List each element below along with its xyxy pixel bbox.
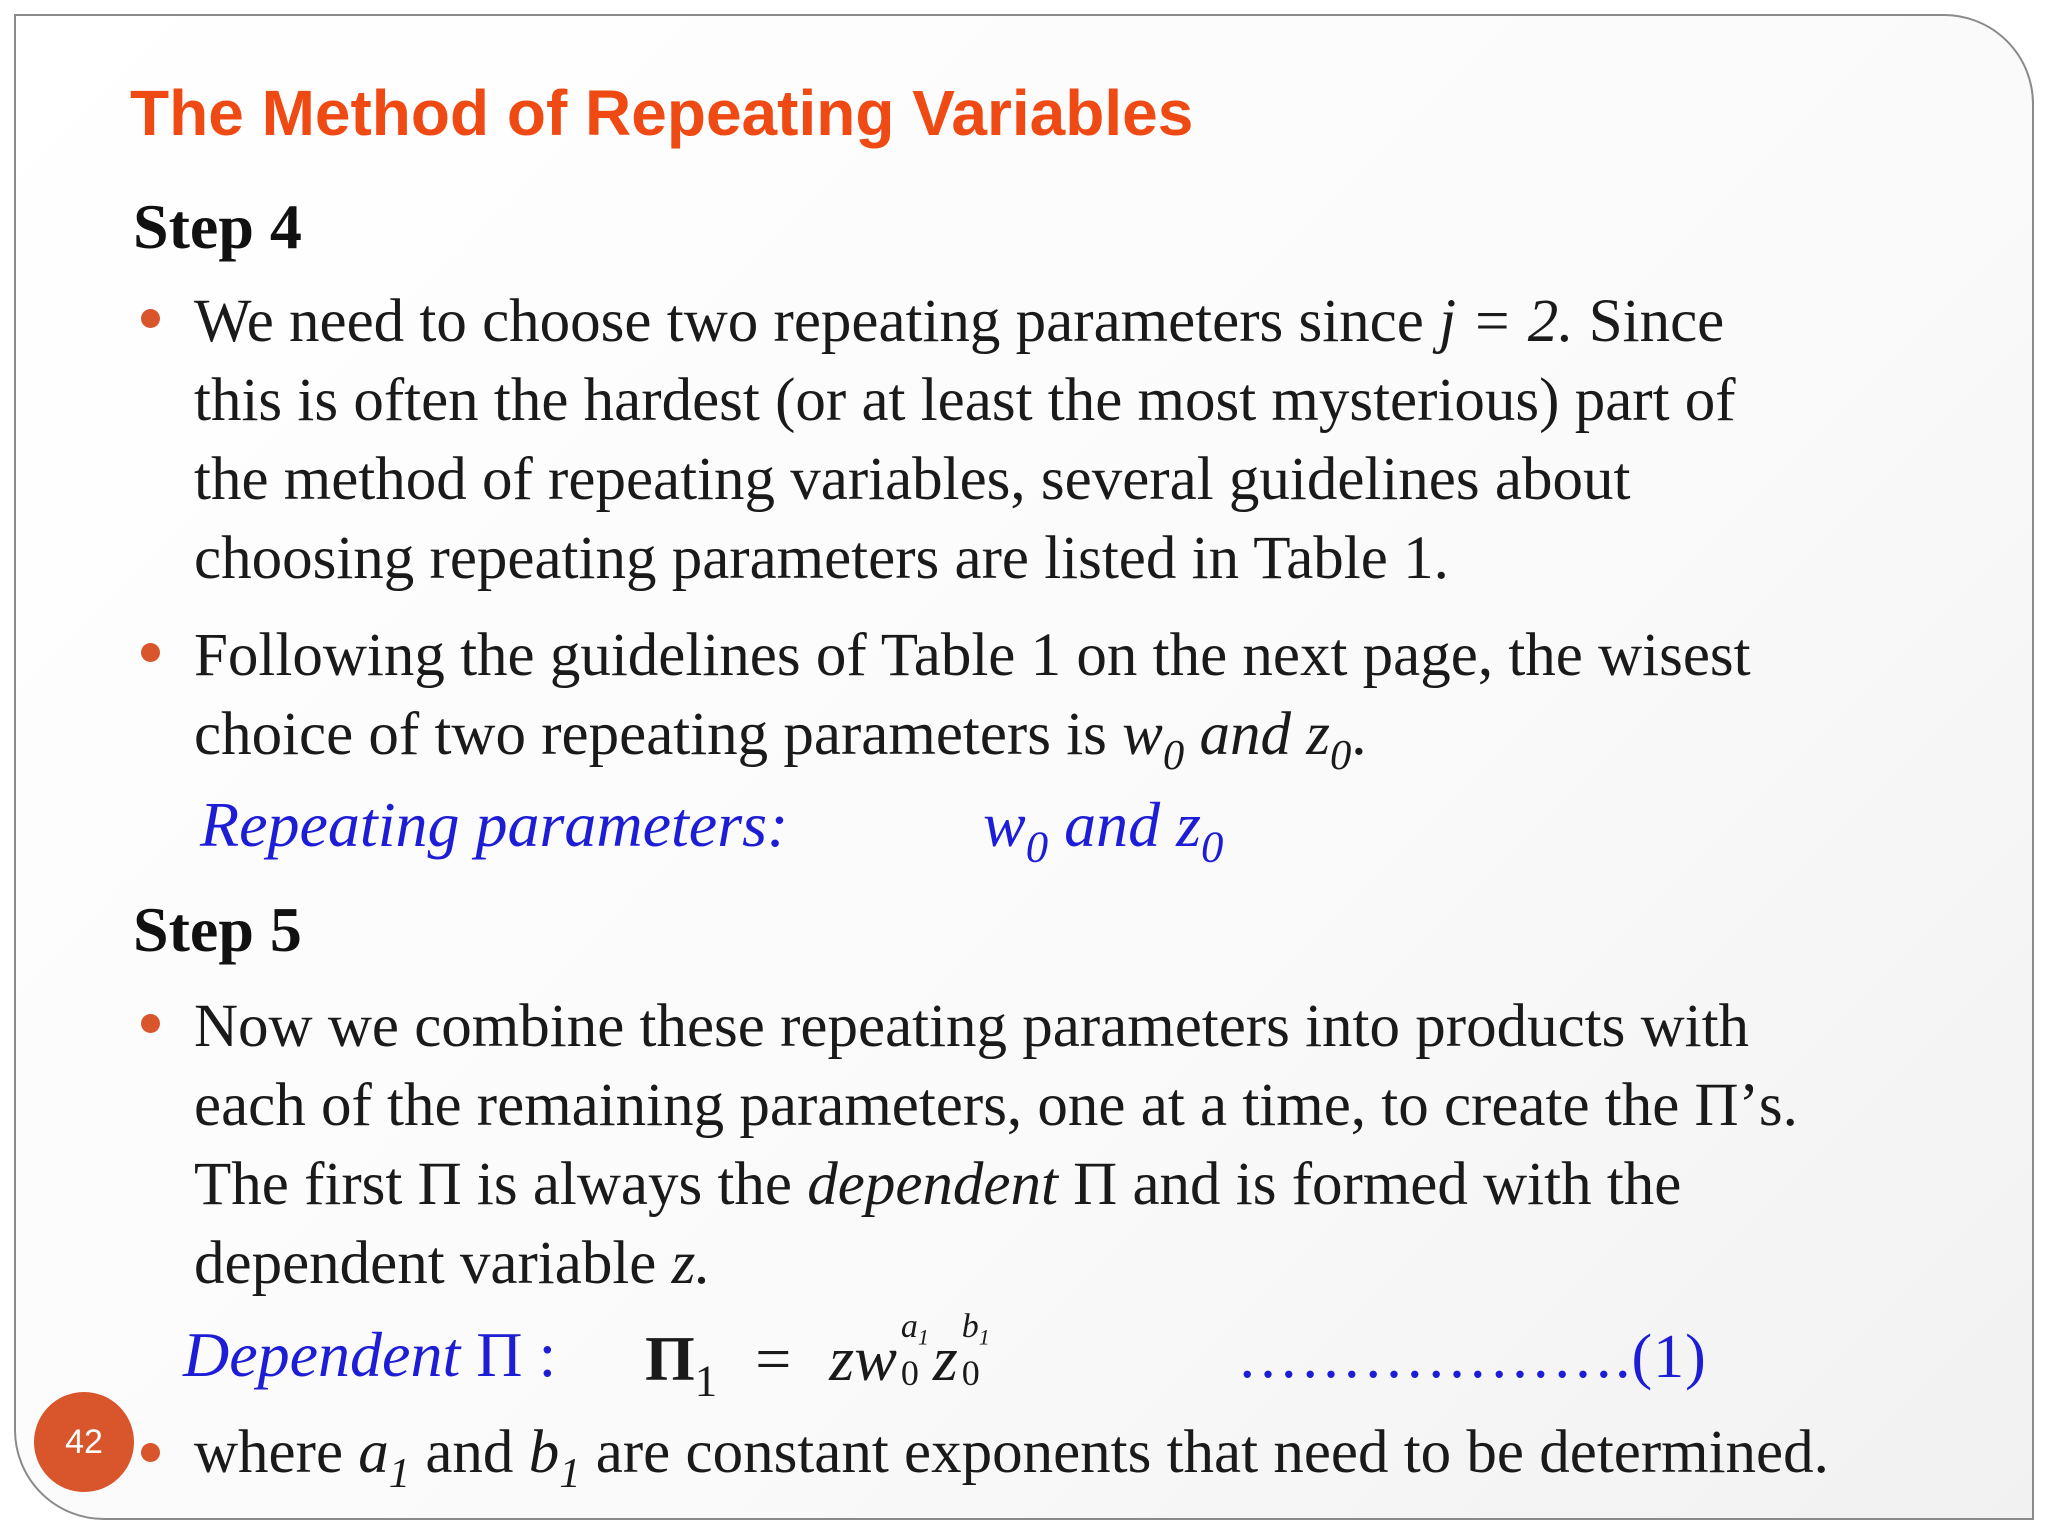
step5-bullet2 [194, 1413, 1984, 1497]
bullet-icon [141, 1443, 160, 1462]
dependent-pi-equation: $\Pi_1$ = zw $a_1$ 0 z $b_1$ 0 [645, 1308, 990, 1406]
step4-b2-line1: Following the guidelines of Table 1 on the next page, the wisest [194, 622, 1751, 689]
repeating-parameters-label: Repeating parameters: [200, 789, 789, 860]
step5-heading: Step 5 [133, 894, 302, 965]
step4-heading: Step 4 [133, 191, 302, 262]
step5-b1-line2: each of the remaining parameters, one at a time, to create the Π’s. [194, 1072, 1798, 1139]
bullet-icon [141, 1014, 160, 1033]
step4-b1-line1: We need to choose two repeating parameters since j = 2. Since [194, 288, 1725, 355]
bullet-icon [141, 309, 160, 328]
repeating-parameters-value: $w_0$ and $z_0$ [983, 789, 1224, 872]
bullet-icon [141, 643, 160, 662]
equation-number: ……………….(1) [1237, 1323, 1707, 1391]
step4-b2-line2: choice of two repeating parameters is $w_0$ and $z_0$. [194, 701, 1367, 779]
step5-b1-line3: The first Π is always the dependent Π and is formed with the [194, 1151, 1682, 1218]
step4-bullet1 [194, 282, 1984, 598]
step4-b1-line3: the method of repeating variables, several guidelines about [194, 446, 1631, 513]
dependent-pi-label: Dependent Π : [183, 1319, 557, 1390]
step5-bullet1 [194, 987, 1984, 1303]
step4-bullet2 [194, 616, 1984, 779]
step4-b1-line4: choosing repeating parameters are listed in Table 1. [194, 525, 1449, 592]
step5-b1-line1: Now we combine these repeating parameters into products with [194, 993, 1750, 1060]
page-number-badge: 42 [34, 1392, 134, 1492]
slide-title: The Method of Repeating Variables [130, 77, 1194, 149]
step5-b1-line4: dependent variable z. [194, 1230, 711, 1297]
step5-b2-line1: where $a_1$ and $b_1$ are constant exponents that need to be determined. [194, 1419, 1829, 1497]
step4-b1-line2: this is often the hardest (or at least the most mysterious) part of [194, 367, 1736, 434]
